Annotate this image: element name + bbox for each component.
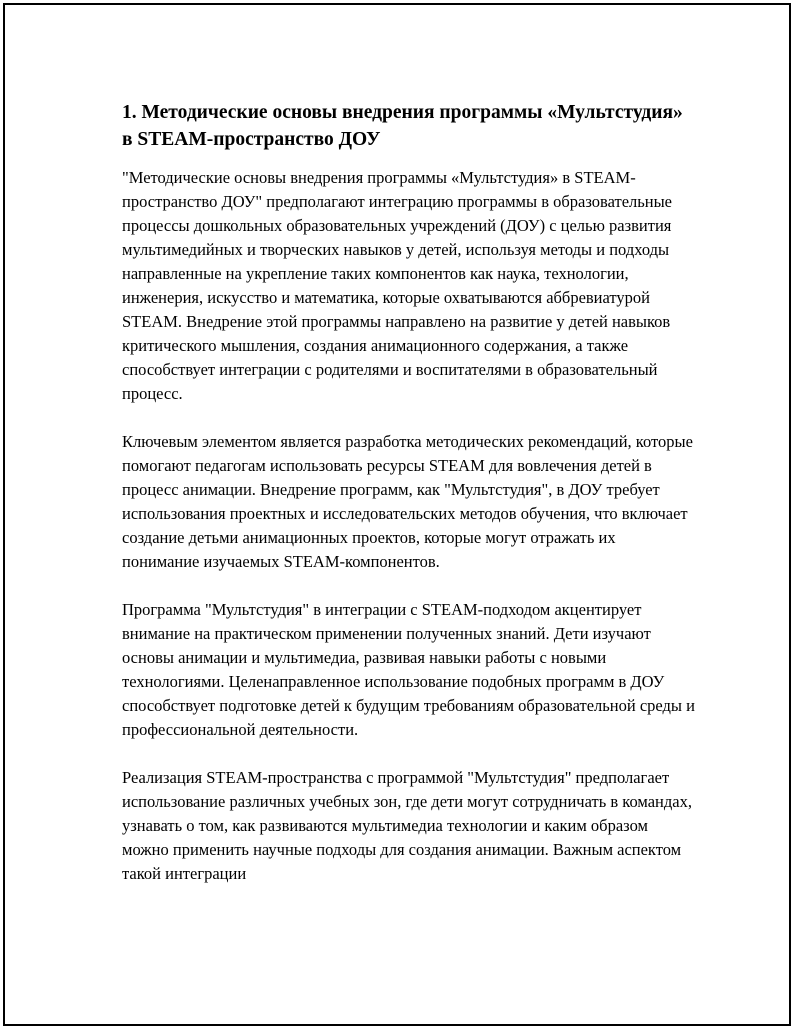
section-heading: 1. Методические основы внедрения программы «Мультстудия» в STEAM-пространство ДОУ bbox=[122, 102, 683, 150]
paragraph-1: "Методические основы внедрения программы «Мультстудия» в STEAM-пространство ДОУ" предполагают интеграцию программы в образовательные процессы дошкольных образовательных учреждений (ДОУ) с целью развития мультимедийных и творческих навыков у детей, используя методы и подходы направленные на укрепление таких компонентов как наука, технологии, инженерия, искусство и математика, которые охватываются аббревиатурой STEAM. Внедрение этой программы направлено на развитие у детей навыков критического мышления, создания анимационного содержания, а также способствует интеграции с родителями и воспитателями в образовательный процесс. bbox=[122, 168, 673, 403]
paragraph-3: Программа "Мультстудия" в интеграции с STEAM-подходом акцентирует внимание на практическом применении полученных знаний. Дети изучают основы анимации и мультимедиа, развивая навыки работы с новыми технологиями. Целенаправленное использование подобных программ в ДОУ способствует подготовке детей к будущим требованиям образовательной среды и профессиональной деятельности. bbox=[122, 600, 695, 739]
page bbox=[3, 3, 791, 1026]
paragraph-4: Реализация STEAM-пространства с программой "Мультстудия" предполагает использование различных учебных зон, где дети могут сотрудничать в командах, узнавать о том, как развиваются мультимедиа технологии и каким образом можно применить научные подходы для создания анимации. Важным аспектом такой интеграции bbox=[122, 768, 692, 883]
paragraph-2: Ключевым элементом является разработка методических рекомендаций, которые помогают педагогам использовать ресурсы STEAM для вовлечения детей в процесс анимации. Внедрение программ, как "Мультстудия", в ДОУ требует использования проектных и исследовательских методов обучения, что включает создание детьми анимационных проектов, которые могут отражать их понимание изучаемых STEAM-компонентов. bbox=[122, 432, 693, 571]
document-body bbox=[122, 99, 697, 910]
